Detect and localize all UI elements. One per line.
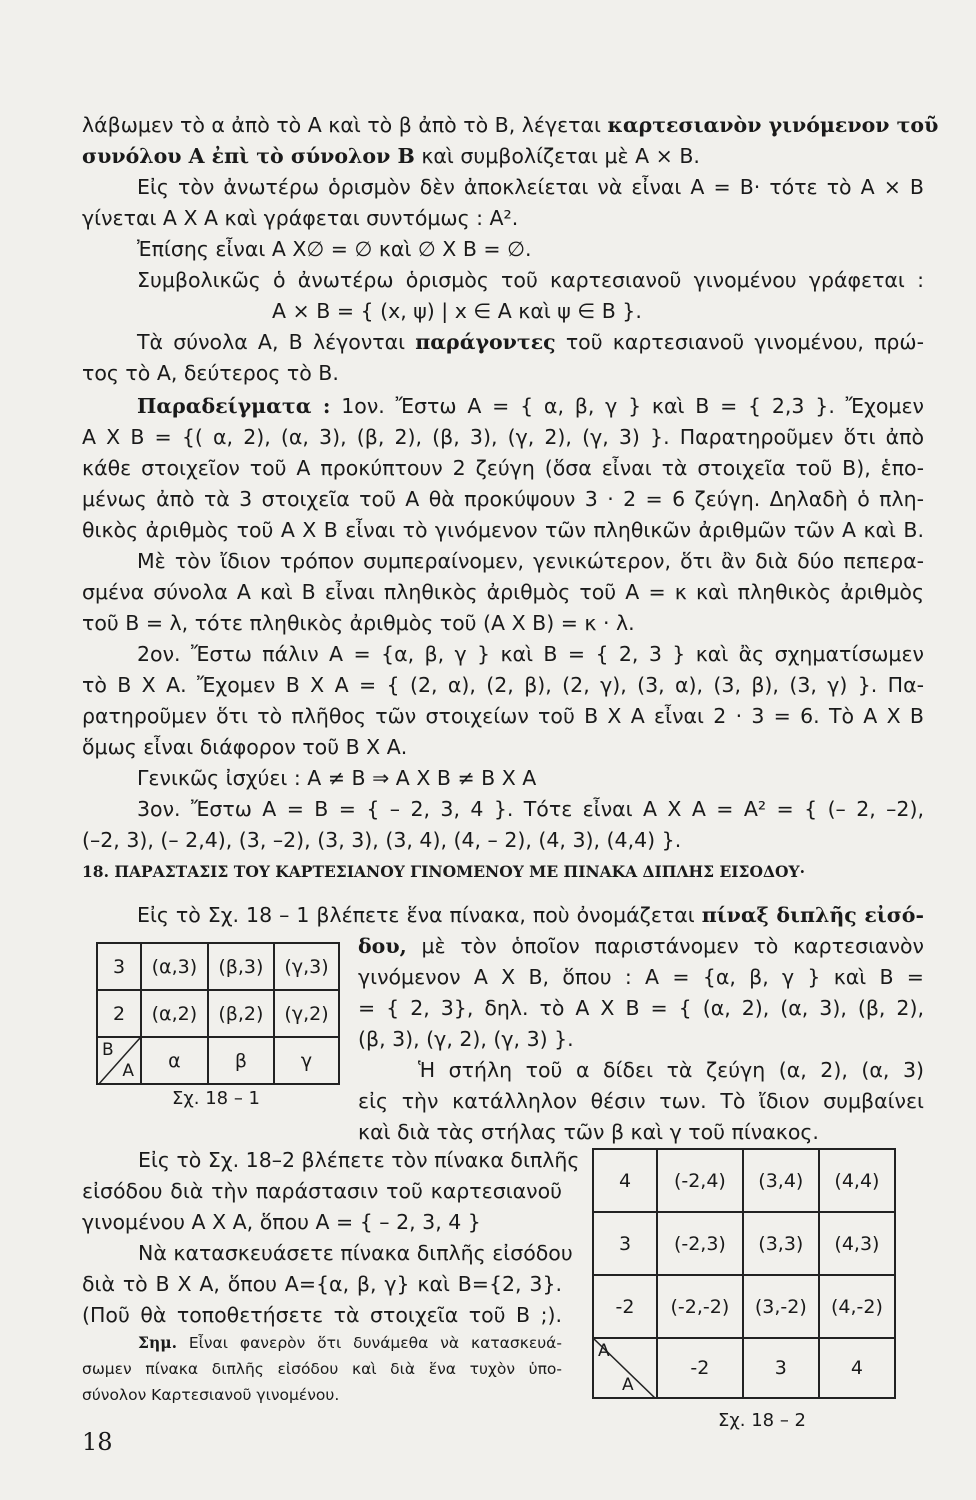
column-header: 3: [743, 1338, 819, 1398]
text-line: Α Χ Β = {( α, 2), (α, 3), (β, 2), (β, 3), (γ, 2), (γ, 3) }. Παρατηροῦμεν ὅτι ἀπὸ: [82, 425, 924, 449]
text-line: τοῦ Β = λ, τότε πληθικὸς ἀριθμὸς τοῦ (Α Χ Β) = κ · λ.: [82, 611, 635, 635]
table-cell: (4,-2): [819, 1275, 895, 1338]
column-header: -2: [657, 1338, 743, 1398]
text-line: μένως ἀπὸ τὰ 3 στοιχεῖα τοῦ Α θὰ προκύψουν 3 · 2 = 6 ζεύγη. Δηλαδὴ ὁ πλη-: [82, 487, 924, 511]
text-line: Εἰς τὸ Σχ. 18–2 βλέπετε τὸν πίνακα διπλῆς: [138, 1148, 580, 1172]
examples-line: Παραδείγματα : 1ον. Ἔστω Α = { α, β, γ } καὶ Β = { 2,3 }. Ἔχομεν: [137, 394, 924, 418]
figure-caption: Σχ. 18 – 2: [718, 1410, 807, 1431]
table-cell: (-2,-2): [657, 1275, 743, 1338]
text-line: θικὸς ἀριθμὸς τοῦ Α Χ Β εἶναι τὸ γινόμενον τῶν πληθικῶν ἀριθμῶν τῶν Α καὶ Β.: [82, 518, 924, 542]
table-cell: (β,3): [208, 943, 274, 990]
table-cell: (α,2): [141, 990, 208, 1037]
corner-label-bottom: Α: [122, 1061, 134, 1081]
figure-caption: Σχ. 18 – 1: [172, 1088, 261, 1109]
table-cell: (γ,3): [274, 943, 339, 990]
text-line: τος τὸ Α, δεύτερος τὸ Β.: [82, 361, 339, 385]
text-line: ὅμως εἶναι διάφορον τοῦ Β Χ Α.: [82, 735, 408, 759]
column-header: γ: [274, 1037, 339, 1084]
corner-cell: [593, 1338, 657, 1398]
text-line: διὰ τὸ Β Χ Α, ὅπου Α={α, β, γ} καὶ Β={2, 3}.: [82, 1272, 562, 1296]
text-line: λάβωμεν τὸ α ἀπὸ τὸ Α καὶ τὸ β ἀπὸ τὸ Β, λέγεται καρτεσιανὸν γινόμενον τοῦ: [82, 113, 939, 137]
table-cell: (4,3): [819, 1212, 895, 1275]
text-line: 3ον. Ἔστω Α = Β = { – 2, 3, 4 }. Τότε εἶναι Α Χ Α = Α² = { (– 2, –2),: [137, 797, 924, 821]
formula-line: Α × Β = { (x, ψ) | x ∈ Α καὶ ψ ∈ Β }.: [272, 299, 642, 323]
table-cell: (β,2): [208, 990, 274, 1037]
note-line: Σημ. Εἶναι φανερὸν ὅτι δυνάμεθα νὰ κατασκευά-: [138, 1333, 562, 1352]
text-line: γινόμενον Α Χ Β, ὅπου : Α = {α, β, γ } καὶ Β =: [358, 965, 924, 989]
text-line: σμένα σύνολα Α καὶ Β εἶναι πληθικὸς ἀριθμὸς τοῦ Α = κ καὶ πληθικὸς ἀριθμὸς: [82, 580, 924, 604]
text-line: Εἰς τὸν ἀνωτέρω ὁρισμὸν δὲν ἀποκλείεται νὰ εἶναι Α = Β· τότε τὸ Α × Β: [137, 175, 924, 199]
page-number: 18: [82, 1428, 113, 1456]
table-cell: (-2,4): [657, 1149, 743, 1212]
note-line: σωμεν πίνακα διπλῆς εἰσόδου καὶ διὰ ἕνα τυχὸν ὑπο-: [82, 1360, 562, 1378]
text-line: συνόλου Α ἐπὶ τὸ σύνολον Β καὶ συμβολίζεται μὲ Α × Β.: [82, 144, 700, 168]
text-line: = { 2, 3}, δηλ. τὸ Α Χ Β = { (α, 2), (α, 3), (β, 2),: [358, 996, 924, 1020]
text-line: Τὰ σύνολα Α, Β λέγονται παράγοντες τοῦ καρτεσιανοῦ γινομένου, πρώ-: [137, 330, 924, 354]
text-line: Ἐπίσης εἶναι Α Χ∅ = ∅ καὶ ∅ Χ Β = ∅.: [137, 237, 532, 261]
text-line: (β, 3), (γ, 2), (γ, 3) }.: [358, 1027, 574, 1051]
text-line: εἰσόδου διὰ τὴν παράστασιν τοῦ καρτεσιανοῦ: [82, 1179, 562, 1203]
text-line: (Ποῦ θὰ τοποθετήσετε τὰ στοιχεῖα τοῦ Β ;).: [82, 1303, 562, 1327]
table-cell: (3,3): [743, 1212, 819, 1275]
table-cell: (3,-2): [743, 1275, 819, 1338]
text-line: δου, μὲ τὸν ὁποῖον παριστάνομεν τὸ καρτεσιανὸν: [358, 934, 924, 958]
text-line: γίνεται Α Χ Α καὶ γράφεται συντόμως : Α².: [82, 206, 519, 230]
text-line: 2ον. Ἔστω πάλιν Α = {α, β, γ } καὶ Β = { 2, 3 } καὶ ἂς σχηματίσωμεν: [137, 642, 924, 666]
text-line: ρατηροῦμεν ὅτι τὸ πλῆθος τῶν στοιχείων τοῦ Β Χ Α εἶναι 2 · 3 = 6. Τὸ Α Χ Β: [82, 704, 924, 728]
row-header: 4: [593, 1149, 657, 1212]
section-heading: 18. ΠΑΡΑΣΤΑΣΙΣ ΤΟΥ ΚΑΡΤΕΣΙΑΝΟΥ ΓΙΝΟΜΕΝΟΥ ΜΕ ΠΙΝΑΚΑ ΔΙΠΛΗΣ ΕΙΣΟΔΟΥ·: [82, 862, 805, 881]
table-cell: (3,4): [743, 1149, 819, 1212]
text-line: Ἡ στήλη τοῦ α δίδει τὰ ζεύγη (α, 2), (α, 3): [418, 1058, 924, 1082]
text-line: εἰς τὴν κατάλληλον θέσιν των. Τὸ ἴδιον συμβαίνει: [358, 1089, 924, 1113]
text-line: τὸ Β Χ Α. Ἔχομεν Β Χ Α = { (2, α), (2, β), (2, γ), (3, α), (3, β), (3, γ) }. Πα-: [82, 673, 924, 697]
text-line: Γενικῶς ἰσχύει : Α ≠ Β ⇒ Α Χ Β ≠ Β Χ Α: [137, 766, 537, 790]
table-cell: (4,4): [819, 1149, 895, 1212]
corner-label-top: Α: [598, 1341, 610, 1361]
column-header: 4: [819, 1338, 895, 1398]
text-line: γινομένου Α Χ Α, ὅπου Α = { – 2, 3, 4 }: [82, 1210, 481, 1234]
row-header: 3: [593, 1212, 657, 1275]
column-header: β: [208, 1037, 274, 1084]
text-line: Συμβολικῶς ὁ ἀνωτέρω ὁρισμὸς τοῦ καρτεσιανοῦ γινομένου γράφεται :: [137, 268, 924, 292]
row-header: 2: [97, 990, 141, 1037]
double-entry-table-2: [592, 1148, 896, 1399]
text-line: Νὰ κατασκευάσετε πίνακα διπλῆς εἰσόδου: [138, 1241, 573, 1265]
corner-label-top: Β: [102, 1040, 114, 1060]
note-line: σύνολον Καρτεσιανοῦ γινομένου.: [82, 1386, 340, 1404]
text-line: καὶ διὰ τὰς στήλας τῶν β καὶ γ τοῦ πίνακος.: [358, 1120, 819, 1144]
text-line: Εἰς τὸ Σχ. 18 – 1 βλέπετε ἕνα πίνακα, ποὺ ὀνομάζεται πίναξ διπλῆς εἰσό-: [137, 903, 924, 927]
double-entry-table-1: [96, 942, 340, 1085]
table-cell: (-2,3): [657, 1212, 743, 1275]
corner-label-bottom: Α: [622, 1375, 634, 1395]
row-header: -2: [593, 1275, 657, 1338]
table-cell: (α,3): [141, 943, 208, 990]
text-line: Μὲ τὸν ἴδιον τρόπον συμπεραίνομεν, γενικώτερον, ὅτι ἂν διὰ δύο πεπερα-: [137, 549, 924, 573]
text-line: κάθε στοιχεῖον τοῦ Α προκύπτουν 2 ζεύγη (ὅσα εἶναι τὰ στοιχεῖα τοῦ Β), ἑπο-: [82, 456, 924, 480]
column-header: α: [141, 1037, 208, 1084]
corner-cell: [97, 1037, 141, 1084]
text-line: (–2, 3), (– 2,4), (3, –2), (3, 3), (3, 4), (4, – 2), (4, 3), (4,4) }.: [82, 828, 682, 852]
table-cell: (γ,2): [274, 990, 339, 1037]
row-header: 3: [97, 943, 141, 990]
